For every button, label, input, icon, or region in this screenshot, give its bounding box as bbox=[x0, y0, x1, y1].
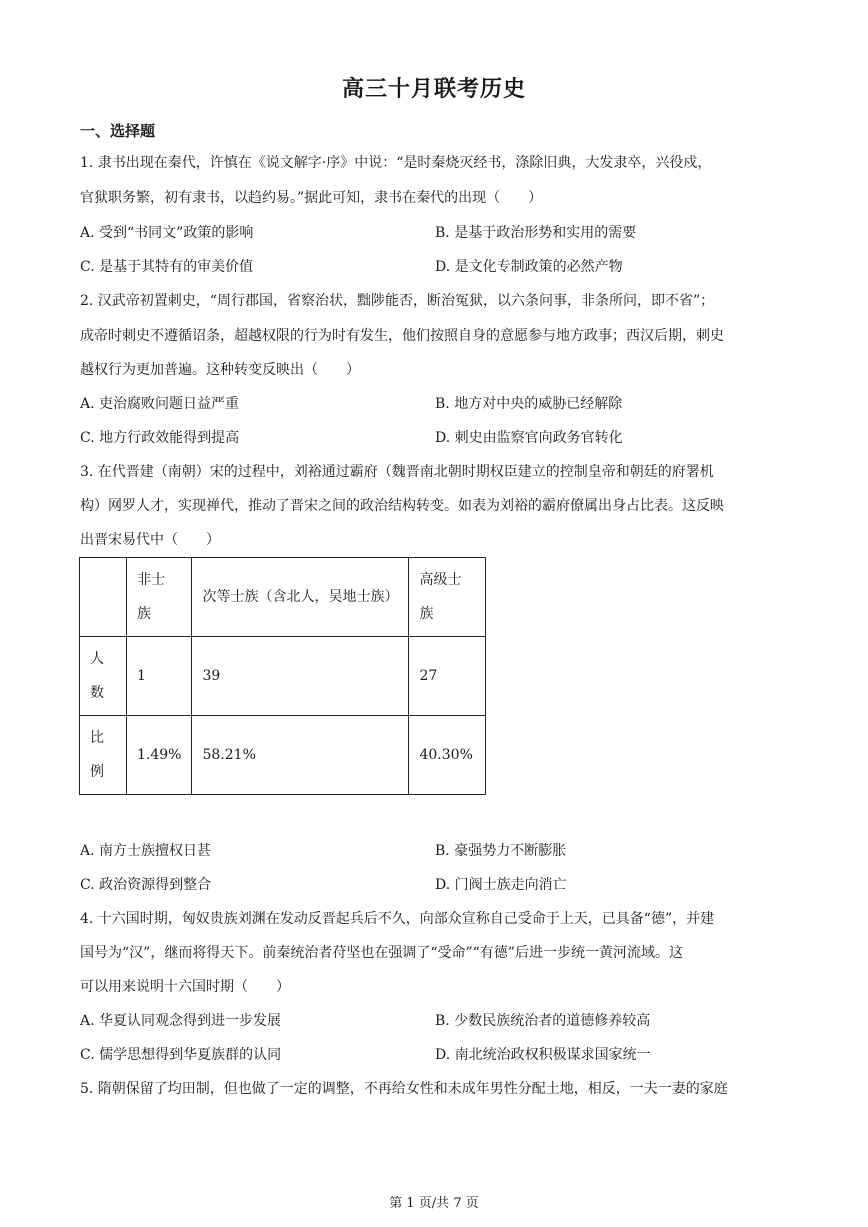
q3-option-d: D. 门阀士族走向消亡 bbox=[435, 877, 567, 893]
q4-option-a: A. 华夏认同观念得到进一步发展 bbox=[80, 1013, 282, 1029]
table-cell: 1.49% bbox=[127, 716, 192, 795]
q4-stem-line-1: 4. 十六国时期，匈奴贵族刘渊在发动反晋起兵后不久，向部众宣称自己受命于上天，已具备“德”，并建 bbox=[80, 911, 715, 927]
q1-option-c: C. 是基于其特有的审美价值 bbox=[80, 259, 254, 275]
table-header-cell: 次等士族（含北人，吴地士族） bbox=[192, 558, 409, 637]
q4-option-b: B. 少数民族统治者的道德修养较高 bbox=[435, 1013, 651, 1029]
q2-option-a: A. 吏治腐败问题日益严重 bbox=[80, 396, 240, 412]
table-cell: 1 bbox=[127, 637, 192, 716]
table-row-label: 比例 bbox=[80, 716, 127, 795]
page-title: 高三十月联考历史 bbox=[341, 76, 526, 102]
q3-data-table bbox=[79, 557, 486, 795]
q1-stem-line-1: 1. 隶书出现在秦代，许慎在《说文解字·序》中说：“是时秦烧灭经书，涤除旧典，大发隶卒，兴役戍， bbox=[80, 155, 712, 171]
table-corner-cell bbox=[80, 558, 127, 637]
table-row bbox=[80, 716, 486, 795]
q4-stem-line-3: 可以用来说明十六国时期（ ） bbox=[80, 979, 290, 995]
table-header-cell: 高级士族 bbox=[409, 558, 486, 637]
page-footer: 第 1 页/共 7 页 bbox=[389, 1196, 479, 1211]
q5-stem-line-1: 5. 隋朝保留了均田制，但也做了一定的调整，不再给女性和未成年男性分配土地，相反，一夫一妻的家庭 bbox=[80, 1081, 728, 1097]
q4-option-d: D. 南北统治政权积极谋求国家统一 bbox=[435, 1047, 651, 1063]
q1-option-a: A. 受到“书同文”政策的影响 bbox=[80, 225, 254, 241]
table-cell: 40.30% bbox=[409, 716, 486, 795]
table-row bbox=[80, 637, 486, 716]
table-header-row bbox=[80, 558, 486, 637]
q2-option-d: D. 刺史由监察官向政务官转化 bbox=[435, 430, 623, 446]
q3-stem-line-3: 出晋宋易代中（ ） bbox=[80, 532, 220, 548]
q3-stem-line-2: 构）网罗人才，实现禅代，推动了晋宋之间的政治结构转变。如表为刘裕的霸府僚属出身占比表。这反映 bbox=[80, 498, 724, 514]
q3-option-b: B. 豪强势力不断膨胀 bbox=[435, 843, 567, 859]
q4-option-c: C. 儒学思想得到华夏族群的认同 bbox=[80, 1047, 282, 1063]
q1-option-b: B. 是基于政治形势和实用的需要 bbox=[435, 225, 637, 241]
q1-option-d: D. 是文化专制政策的必然产物 bbox=[435, 259, 623, 275]
table-header-cell: 非士族 bbox=[127, 558, 192, 637]
q3-option-a: A. 南方士族擅权日甚 bbox=[80, 843, 212, 859]
table-row-label: 人数 bbox=[80, 637, 127, 716]
q2-stem-line-2: 成帝时刺史不遵循诏条，超越权限的行为时有发生，他们按照自身的意愿参与地方政事；西汉后期，刺史 bbox=[80, 328, 724, 344]
q2-stem-line-3: 越权行为更加普遍。这种转变反映出（ ） bbox=[80, 362, 360, 378]
table-cell: 58.21% bbox=[192, 716, 409, 795]
q1-stem-line-2: 官狱职务繁，初有隶书，以趋约易。”据此可知，隶书在秦代的出现（ ） bbox=[80, 190, 543, 206]
q2-option-b: B. 地方对中央的威胁已经解除 bbox=[435, 396, 623, 412]
q3-stem-line-1: 3. 在代晋建（南朝）宋的过程中，刘裕通过霸府（魏晋南北朝时期权臣建立的控制皇帝和朝廷的府署机 bbox=[80, 464, 714, 480]
table-cell: 27 bbox=[409, 637, 486, 716]
table-cell: 39 bbox=[192, 637, 409, 716]
q2-option-c: C. 地方行政效能得到提高 bbox=[80, 430, 240, 446]
q2-stem-line-1: 2. 汉武帝初置刺史，“周行郡国，省察治状，黜陟能否，断治冤狱，以六条问事，非条所问，即不省”； bbox=[80, 293, 715, 309]
q4-stem-line-2: 国号为“汉”，继而将得天下。前秦统治者苻坚也在强调了“受命”“有德”后进一步统一黄河流域。这 bbox=[80, 945, 683, 961]
section-heading: 一、选择题 bbox=[80, 122, 156, 140]
q3-option-c: C. 政治资源得到整合 bbox=[80, 877, 212, 893]
